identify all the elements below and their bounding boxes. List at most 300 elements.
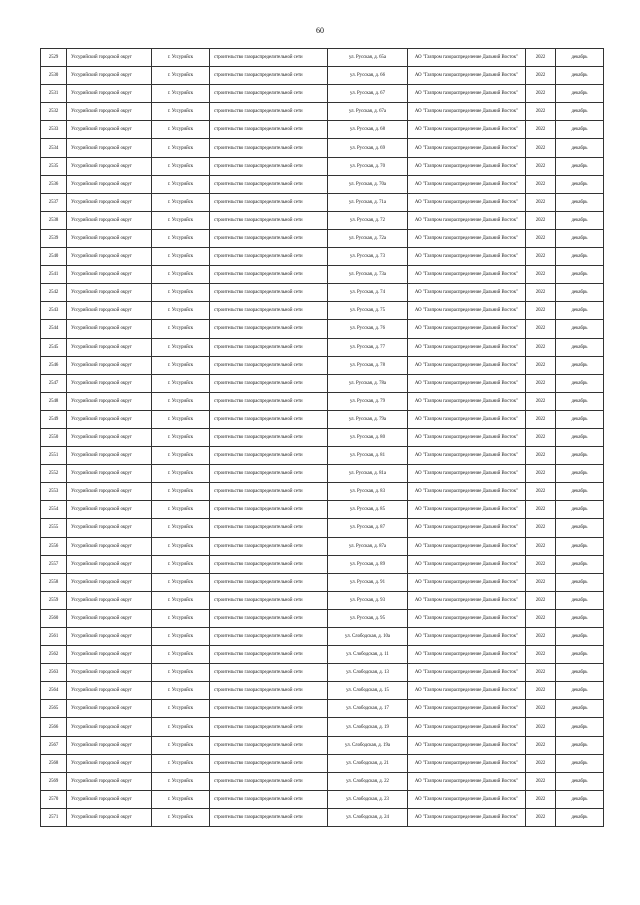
row-number: 2541 — [41, 266, 67, 284]
organization-cell: АО "Газпром газораспределение Дальний Восток" — [408, 193, 526, 211]
organization-cell: АО "Газпром газораспределение Дальний Восток" — [408, 374, 526, 392]
year-cell: 2022 — [526, 157, 556, 175]
table-row — [41, 139, 604, 157]
address-cell: ул. Русская, д. 78а — [328, 374, 408, 392]
address-cell: ул. Русская, д. 67 — [328, 85, 408, 103]
row-number: 2540 — [41, 248, 67, 266]
city-cell: г. Уссурийск — [152, 519, 210, 537]
city-cell: г. Уссурийск — [152, 320, 210, 338]
district-cell: Уссурийский городской округ — [67, 67, 152, 85]
month-cell: декабрь — [556, 139, 604, 157]
city-cell: г. Уссурийск — [152, 483, 210, 501]
year-cell: 2022 — [526, 447, 556, 465]
row-number: 2565 — [41, 700, 67, 718]
address-cell: ул. Слободская, д. 22 — [328, 772, 408, 790]
organization-cell: АО "Газпром газораспределение Дальний Восток" — [408, 646, 526, 664]
work-type-cell: строительство газораспределительной сети — [210, 591, 328, 609]
year-cell: 2022 — [526, 139, 556, 157]
row-number: 2530 — [41, 67, 67, 85]
work-type-cell: строительство газораспределительной сети — [210, 501, 328, 519]
work-type-cell: строительство газораспределительной сети — [210, 302, 328, 320]
year-cell: 2022 — [526, 537, 556, 555]
district-cell: Уссурийский городской округ — [67, 139, 152, 157]
table-row — [41, 157, 604, 175]
table-row — [41, 519, 604, 537]
year-cell: 2022 — [526, 682, 556, 700]
address-cell: ул. Русская, д. 78 — [328, 356, 408, 374]
work-type-cell: строительство газораспределительной сети — [210, 573, 328, 591]
work-type-cell: строительство газораспределительной сети — [210, 85, 328, 103]
row-number: 2556 — [41, 537, 67, 555]
table-row — [41, 103, 604, 121]
city-cell: г. Уссурийск — [152, 573, 210, 591]
district-cell: Уссурийский городской округ — [67, 338, 152, 356]
month-cell: декабрь — [556, 103, 604, 121]
work-type-cell: строительство газораспределительной сети — [210, 628, 328, 646]
table-row — [41, 266, 604, 284]
address-cell: ул. Русская, д. 83 — [328, 483, 408, 501]
district-cell: Уссурийский городской округ — [67, 49, 152, 67]
month-cell: декабрь — [556, 248, 604, 266]
organization-cell: АО "Газпром газораспределение Дальний Восток" — [408, 49, 526, 67]
address-cell: ул. Русская, д. 87а — [328, 537, 408, 555]
work-type-cell: строительство газораспределительной сети — [210, 103, 328, 121]
row-number: 2555 — [41, 519, 67, 537]
year-cell: 2022 — [526, 49, 556, 67]
work-type-cell: строительство газораспределительной сети — [210, 664, 328, 682]
address-cell: ул. Русская, д. 72а — [328, 229, 408, 247]
city-cell: г. Уссурийск — [152, 501, 210, 519]
district-cell: Уссурийский городской округ — [67, 85, 152, 103]
organization-cell: АО "Газпром газораспределение Дальний Восток" — [408, 808, 526, 826]
row-number: 2531 — [41, 85, 67, 103]
organization-cell: АО "Газпром газораспределение Дальний Восток" — [408, 537, 526, 555]
organization-cell: АО "Газпром газораспределение Дальний Восток" — [408, 700, 526, 718]
city-cell: г. Уссурийск — [152, 103, 210, 121]
table-row — [41, 736, 604, 754]
table-row — [41, 573, 604, 591]
month-cell: декабрь — [556, 664, 604, 682]
organization-cell: АО "Газпром газораспределение Дальний Восток" — [408, 718, 526, 736]
organization-cell: АО "Газпром газораспределение Дальний Восток" — [408, 555, 526, 573]
month-cell: декабрь — [556, 772, 604, 790]
work-type-cell: строительство газораспределительной сети — [210, 555, 328, 573]
table-row — [41, 338, 604, 356]
year-cell: 2022 — [526, 646, 556, 664]
table-row — [41, 609, 604, 627]
city-cell: г. Уссурийск — [152, 121, 210, 139]
city-cell: г. Уссурийск — [152, 555, 210, 573]
district-cell: Уссурийский городской округ — [67, 374, 152, 392]
work-type-cell: строительство газораспределительной сети — [210, 772, 328, 790]
address-cell: ул. Слободская, д. 10а — [328, 628, 408, 646]
month-cell: декабрь — [556, 374, 604, 392]
organization-cell: АО "Газпром газораспределение Дальний Восток" — [408, 229, 526, 247]
district-cell: Уссурийский городской округ — [67, 356, 152, 374]
month-cell: декабрь — [556, 519, 604, 537]
organization-cell: АО "Газпром газораспределение Дальний Восток" — [408, 519, 526, 537]
year-cell: 2022 — [526, 808, 556, 826]
month-cell: декабрь — [556, 754, 604, 772]
organization-cell: АО "Газпром газораспределение Дальний Восток" — [408, 410, 526, 428]
work-type-cell: строительство газораспределительной сети — [210, 49, 328, 67]
row-number: 2552 — [41, 465, 67, 483]
table-row — [41, 465, 604, 483]
table-row — [41, 302, 604, 320]
month-cell: декабрь — [556, 392, 604, 410]
organization-cell: АО "Газпром газораспределение Дальний Восток" — [408, 664, 526, 682]
organization-cell: АО "Газпром газораспределение Дальний Восток" — [408, 157, 526, 175]
district-cell: Уссурийский городской округ — [67, 519, 152, 537]
year-cell: 2022 — [526, 428, 556, 446]
city-cell: г. Уссурийск — [152, 772, 210, 790]
year-cell: 2022 — [526, 573, 556, 591]
address-cell: ул. Слободская, д. 19а — [328, 736, 408, 754]
year-cell: 2022 — [526, 193, 556, 211]
table-row — [41, 483, 604, 501]
table-row — [41, 229, 604, 247]
organization-cell: АО "Газпром газораспределение Дальний Восток" — [408, 175, 526, 193]
month-cell: декабрь — [556, 266, 604, 284]
district-cell: Уссурийский городской округ — [67, 284, 152, 302]
city-cell: г. Уссурийск — [152, 465, 210, 483]
year-cell: 2022 — [526, 392, 556, 410]
work-type-cell: строительство газораспределительной сети — [210, 410, 328, 428]
city-cell: г. Уссурийск — [152, 67, 210, 85]
row-number: 2564 — [41, 682, 67, 700]
month-cell: декабрь — [556, 67, 604, 85]
row-number: 2539 — [41, 229, 67, 247]
city-cell: г. Уссурийск — [152, 447, 210, 465]
organization-cell: АО "Газпром газораспределение Дальний Восток" — [408, 338, 526, 356]
row-number: 2538 — [41, 211, 67, 229]
row-number: 2569 — [41, 772, 67, 790]
organization-cell: АО "Газпром газораспределение Дальний Восток" — [408, 501, 526, 519]
address-cell: ул. Русская, д. 85 — [328, 501, 408, 519]
register-table — [40, 48, 604, 827]
city-cell: г. Уссурийск — [152, 211, 210, 229]
month-cell: декабрь — [556, 537, 604, 555]
address-cell: ул. Слободская, д. 15 — [328, 682, 408, 700]
year-cell: 2022 — [526, 266, 556, 284]
table-row — [41, 447, 604, 465]
work-type-cell: строительство газораспределительной сети — [210, 229, 328, 247]
organization-cell: АО "Газпром газораспределение Дальний Восток" — [408, 85, 526, 103]
district-cell: Уссурийский городской округ — [67, 790, 152, 808]
organization-cell: АО "Газпром газораспределение Дальний Восток" — [408, 103, 526, 121]
row-number: 2534 — [41, 139, 67, 157]
row-number: 2553 — [41, 483, 67, 501]
work-type-cell: строительство газораспределительной сети — [210, 718, 328, 736]
address-cell: ул. Русская, д. 74 — [328, 284, 408, 302]
row-number: 2532 — [41, 103, 67, 121]
city-cell: г. Уссурийск — [152, 284, 210, 302]
city-cell: г. Уссурийск — [152, 682, 210, 700]
row-number: 2544 — [41, 320, 67, 338]
district-cell: Уссурийский городской округ — [67, 718, 152, 736]
month-cell: декабрь — [556, 175, 604, 193]
table-row — [41, 772, 604, 790]
address-cell: ул. Русская, д. 81а — [328, 465, 408, 483]
work-type-cell: строительство газораспределительной сети — [210, 736, 328, 754]
city-cell: г. Уссурийск — [152, 664, 210, 682]
address-cell: ул. Русская, д. 72 — [328, 211, 408, 229]
table-row — [41, 284, 604, 302]
work-type-cell: строительство газораспределительной сети — [210, 808, 328, 826]
work-type-cell: строительство газораспределительной сети — [210, 428, 328, 446]
table-row — [41, 67, 604, 85]
work-type-cell: строительство газораспределительной сети — [210, 175, 328, 193]
year-cell: 2022 — [526, 700, 556, 718]
work-type-cell: строительство газораспределительной сети — [210, 193, 328, 211]
year-cell: 2022 — [526, 754, 556, 772]
city-cell: г. Уссурийск — [152, 392, 210, 410]
city-cell: г. Уссурийск — [152, 175, 210, 193]
district-cell: Уссурийский городской округ — [67, 808, 152, 826]
work-type-cell: строительство газораспределительной сети — [210, 320, 328, 338]
month-cell: декабрь — [556, 338, 604, 356]
table-row — [41, 501, 604, 519]
organization-cell: АО "Газпром газораспределение Дальний Восток" — [408, 573, 526, 591]
city-cell: г. Уссурийск — [152, 193, 210, 211]
table-row — [41, 808, 604, 826]
organization-cell: АО "Газпром газораспределение Дальний Восток" — [408, 682, 526, 700]
month-cell: декабрь — [556, 284, 604, 302]
row-number: 2546 — [41, 356, 67, 374]
year-cell: 2022 — [526, 302, 556, 320]
row-number: 2561 — [41, 628, 67, 646]
address-cell: ул. Слободская, д. 23 — [328, 790, 408, 808]
work-type-cell: строительство газораспределительной сети — [210, 537, 328, 555]
work-type-cell: строительство газораспределительной сети — [210, 157, 328, 175]
district-cell: Уссурийский городской округ — [67, 628, 152, 646]
district-cell: Уссурийский городской округ — [67, 175, 152, 193]
table-row — [41, 646, 604, 664]
row-number: 2554 — [41, 501, 67, 519]
row-number: 2562 — [41, 646, 67, 664]
work-type-cell: строительство газораспределительной сети — [210, 211, 328, 229]
district-cell: Уссурийский городской округ — [67, 103, 152, 121]
month-cell: декабрь — [556, 49, 604, 67]
year-cell: 2022 — [526, 465, 556, 483]
work-type-cell: строительство газораспределительной сети — [210, 483, 328, 501]
table-row — [41, 428, 604, 446]
organization-cell: АО "Газпром газораспределение Дальний Восток" — [408, 628, 526, 646]
district-cell: Уссурийский городской округ — [67, 465, 152, 483]
city-cell: г. Уссурийск — [152, 646, 210, 664]
year-cell: 2022 — [526, 555, 556, 573]
month-cell: декабрь — [556, 790, 604, 808]
year-cell: 2022 — [526, 85, 556, 103]
row-number: 2567 — [41, 736, 67, 754]
organization-cell: АО "Газпром газораспределение Дальний Восток" — [408, 392, 526, 410]
city-cell: г. Уссурийск — [152, 302, 210, 320]
month-cell: декабрь — [556, 555, 604, 573]
work-type-cell: строительство газораспределительной сети — [210, 356, 328, 374]
address-cell: ул. Русская, д. 87 — [328, 519, 408, 537]
month-cell: декабрь — [556, 628, 604, 646]
page-number: 60 — [316, 26, 324, 35]
row-number: 2543 — [41, 302, 67, 320]
work-type-cell: строительство газораспределительной сети — [210, 700, 328, 718]
year-cell: 2022 — [526, 103, 556, 121]
year-cell: 2022 — [526, 772, 556, 790]
year-cell: 2022 — [526, 229, 556, 247]
district-cell: Уссурийский городской округ — [67, 483, 152, 501]
organization-cell: АО "Газпром газораспределение Дальний Восток" — [408, 320, 526, 338]
district-cell: Уссурийский городской округ — [67, 646, 152, 664]
address-cell: ул. Русская, д. 91 — [328, 573, 408, 591]
table-row — [41, 410, 604, 428]
address-cell: ул. Слободская, д. 21 — [328, 754, 408, 772]
city-cell: г. Уссурийск — [152, 736, 210, 754]
table-row — [41, 85, 604, 103]
month-cell: декабрь — [556, 428, 604, 446]
register-body — [41, 49, 604, 827]
work-type-cell: строительство газораспределительной сети — [210, 266, 328, 284]
row-number: 2557 — [41, 555, 67, 573]
year-cell: 2022 — [526, 374, 556, 392]
city-cell: г. Уссурийск — [152, 718, 210, 736]
table-row — [41, 591, 604, 609]
district-cell: Уссурийский городской округ — [67, 682, 152, 700]
month-cell: декабрь — [556, 85, 604, 103]
year-cell: 2022 — [526, 121, 556, 139]
month-cell: декабрь — [556, 229, 604, 247]
year-cell: 2022 — [526, 628, 556, 646]
work-type-cell: строительство газораспределительной сети — [210, 67, 328, 85]
address-cell: ул. Слободская, д. 17 — [328, 700, 408, 718]
address-cell: ул. Слободская, д. 24 — [328, 808, 408, 826]
district-cell: Уссурийский городской округ — [67, 537, 152, 555]
city-cell: г. Уссурийск — [152, 700, 210, 718]
table-row — [41, 374, 604, 392]
district-cell: Уссурийский городской округ — [67, 700, 152, 718]
table-row — [41, 718, 604, 736]
table-row — [41, 754, 604, 772]
table-row — [41, 175, 604, 193]
district-cell: Уссурийский городской округ — [67, 447, 152, 465]
row-number: 2533 — [41, 121, 67, 139]
address-cell: ул. Русская, д. 89 — [328, 555, 408, 573]
year-cell: 2022 — [526, 338, 556, 356]
table-row — [41, 555, 604, 573]
address-cell: ул. Русская, д. 79 — [328, 392, 408, 410]
row-number: 2536 — [41, 175, 67, 193]
address-cell: ул. Русская, д. 73 — [328, 248, 408, 266]
row-number: 2535 — [41, 157, 67, 175]
district-cell: Уссурийский городской округ — [67, 501, 152, 519]
table-row — [41, 537, 604, 555]
work-type-cell: строительство газораспределительной сети — [210, 284, 328, 302]
district-cell: Уссурийский городской округ — [67, 664, 152, 682]
city-cell: г. Уссурийск — [152, 229, 210, 247]
address-cell: ул. Русская, д. 71а — [328, 193, 408, 211]
work-type-cell: строительство газораспределительной сети — [210, 646, 328, 664]
organization-cell: АО "Газпром газораспределение Дальний Восток" — [408, 591, 526, 609]
organization-cell: АО "Газпром газораспределение Дальний Восток" — [408, 356, 526, 374]
row-number: 2558 — [41, 573, 67, 591]
month-cell: декабрь — [556, 320, 604, 338]
address-cell: ул. Русская, д. 77 — [328, 338, 408, 356]
organization-cell: АО "Газпром газораспределение Дальний Восток" — [408, 248, 526, 266]
year-cell: 2022 — [526, 67, 556, 85]
organization-cell: АО "Газпром газораспределение Дальний Восток" — [408, 211, 526, 229]
row-number: 2548 — [41, 392, 67, 410]
month-cell: декабрь — [556, 356, 604, 374]
district-cell: Уссурийский городской округ — [67, 609, 152, 627]
work-type-cell: строительство газораспределительной сети — [210, 447, 328, 465]
city-cell: г. Уссурийск — [152, 591, 210, 609]
city-cell: г. Уссурийск — [152, 356, 210, 374]
district-cell: Уссурийский городской округ — [67, 736, 152, 754]
work-type-cell: строительство газораспределительной сети — [210, 790, 328, 808]
table-row — [41, 121, 604, 139]
year-cell: 2022 — [526, 609, 556, 627]
organization-cell: АО "Газпром газораспределение Дальний Восток" — [408, 772, 526, 790]
address-cell: ул. Слободская, д. 19 — [328, 718, 408, 736]
address-cell: ул. Слободская, д. 11 — [328, 646, 408, 664]
year-cell: 2022 — [526, 248, 556, 266]
organization-cell: АО "Газпром газораспределение Дальний Восток" — [408, 67, 526, 85]
address-cell: ул. Русская, д. 79а — [328, 410, 408, 428]
month-cell: декабрь — [556, 609, 604, 627]
month-cell: декабрь — [556, 410, 604, 428]
organization-cell: АО "Газпром газораспределение Дальний Восток" — [408, 121, 526, 139]
month-cell: декабрь — [556, 646, 604, 664]
row-number: 2570 — [41, 790, 67, 808]
row-number: 2545 — [41, 338, 67, 356]
address-cell: ул. Русская, д. 66 — [328, 67, 408, 85]
table-row — [41, 392, 604, 410]
organization-cell: АО "Газпром газораспределение Дальний Восток" — [408, 465, 526, 483]
month-cell: декабрь — [556, 121, 604, 139]
year-cell: 2022 — [526, 483, 556, 501]
work-type-cell: строительство газораспределительной сети — [210, 465, 328, 483]
district-cell: Уссурийский городской округ — [67, 754, 152, 772]
district-cell: Уссурийский городской округ — [67, 211, 152, 229]
address-cell: ул. Русская, д. 65а — [328, 49, 408, 67]
district-cell: Уссурийский городской округ — [67, 573, 152, 591]
table-row — [41, 193, 604, 211]
district-cell: Уссурийский городской округ — [67, 392, 152, 410]
work-type-cell: строительство газораспределительной сети — [210, 682, 328, 700]
year-cell: 2022 — [526, 356, 556, 374]
month-cell: декабрь — [556, 465, 604, 483]
year-cell: 2022 — [526, 284, 556, 302]
district-cell: Уссурийский городской округ — [67, 772, 152, 790]
city-cell: г. Уссурийск — [152, 808, 210, 826]
address-cell: ул. Русская, д. 67а — [328, 103, 408, 121]
organization-cell: АО "Газпром газораспределение Дальний Восток" — [408, 754, 526, 772]
address-cell: ул. Русская, д. 69 — [328, 139, 408, 157]
address-cell: ул. Русская, д. 80 — [328, 428, 408, 446]
month-cell: декабрь — [556, 501, 604, 519]
year-cell: 2022 — [526, 664, 556, 682]
year-cell: 2022 — [526, 501, 556, 519]
city-cell: г. Уссурийск — [152, 157, 210, 175]
organization-cell: АО "Газпром газораспределение Дальний Восток" — [408, 483, 526, 501]
row-number: 2547 — [41, 374, 67, 392]
month-cell: декабрь — [556, 447, 604, 465]
table-row — [41, 790, 604, 808]
table-row — [41, 356, 604, 374]
city-cell: г. Уссурийск — [152, 338, 210, 356]
district-cell: Уссурийский городской округ — [67, 555, 152, 573]
city-cell: г. Уссурийск — [152, 85, 210, 103]
city-cell: г. Уссурийск — [152, 428, 210, 446]
table-row — [41, 211, 604, 229]
